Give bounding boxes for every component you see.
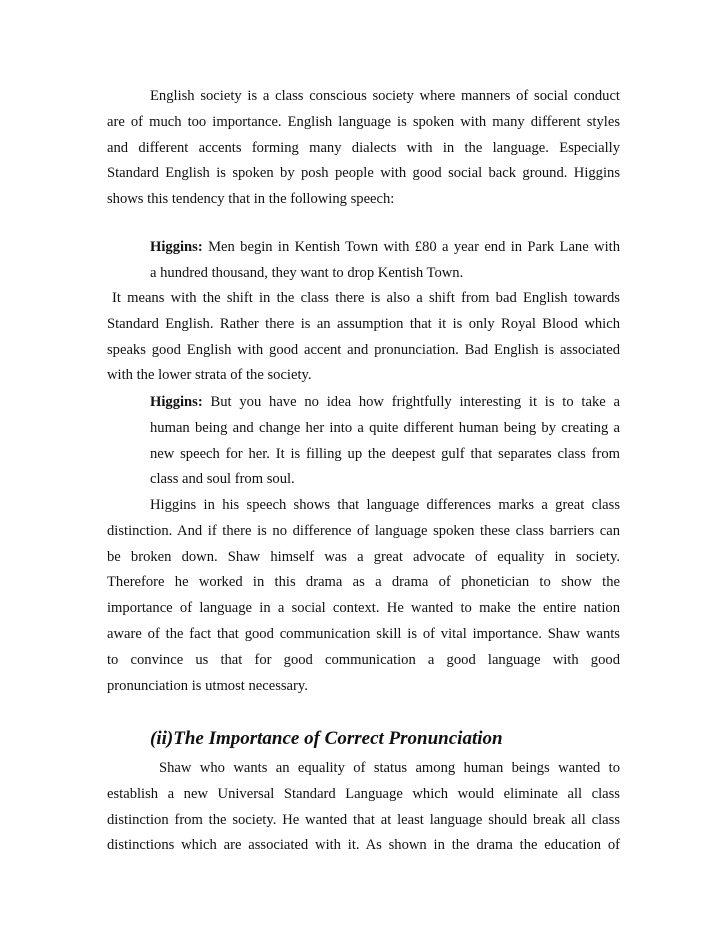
- quote-line: [150, 390, 620, 416]
- text-line: distinction. And if there is no difference of language spoken these class barriers can: [107, 522, 620, 539]
- speaker-name: Higgins:: [150, 239, 203, 255]
- text-line: and different accents forming many dialects with in the language. Especially: [107, 139, 620, 156]
- text-line: Higgins in his speech shows that language differences marks a great class: [150, 497, 620, 513]
- text-line: Standard English is spoken by posh people with good social back ground. Higgins: [107, 165, 620, 182]
- quote-line: class and soul from soul.: [150, 471, 295, 488]
- text-line: shows this tendency that in the following speech:: [107, 191, 395, 208]
- paragraph-3: [107, 493, 620, 699]
- text-line: Shaw who wants an equality of status among human beings wanted to: [159, 760, 620, 776]
- text-line: Therefore he worked in this drama as a drama of phonetician to show the: [107, 574, 620, 591]
- text-line: aware of the fact that good communication skill is of vital importance. Shaw wants: [107, 625, 620, 642]
- paragraph-4: [107, 756, 620, 859]
- quote-line: new speech for her. It is filling up the deepest gulf that separates class from: [150, 445, 620, 462]
- section-heading: (ii)The Importance of Correct Pronunciation: [150, 728, 503, 749]
- text-line: with the lower strata of the society.: [107, 367, 312, 384]
- quote-1: [150, 235, 620, 287]
- text-line: distinction from the society. He wanted that at least language should break all class: [107, 811, 620, 828]
- quote-2: [150, 390, 620, 493]
- text-line: be broken down. Shaw himself was a great advocate of equality in society.: [107, 548, 620, 565]
- quote-line: [150, 235, 620, 261]
- text-line: It means with the shift in the class there is also a shift from bad English towards: [112, 290, 620, 306]
- quote-line: human being and change her into a quite different human being by creating a: [150, 419, 620, 436]
- quote-line: a hundred thousand, they want to drop Kentish Town.: [150, 264, 464, 281]
- text-line: Standard English. Rather there is an assumption that it is only Royal Blood which: [107, 315, 620, 332]
- text-line: are of much too importance. English language is spoken with many different styles: [107, 113, 620, 130]
- quote-text: Men begin in Kentish Town with £80 a year end in Park Lane with: [202, 239, 620, 255]
- text-line: English society is a class conscious society where manners of social conduct: [150, 88, 620, 104]
- speaker-name: Higgins:: [150, 394, 203, 410]
- quote-text: But you have no idea how frightfully interesting it is to take a: [202, 394, 620, 410]
- paragraph-1: [107, 84, 620, 213]
- text-line: importance of language in a social context. He wanted to make the entire nation: [107, 600, 620, 617]
- text-line: to convince us that for good communication a good language with good: [107, 651, 620, 668]
- text-line: pronunciation is utmost necessary.: [107, 677, 308, 694]
- text-line: establish a new Universal Standard Language which would eliminate all class: [107, 785, 620, 802]
- text-line: distinctions which are associated with it. As shown in the drama the education of: [107, 837, 620, 854]
- paragraph-2: [107, 286, 620, 389]
- text-line: speaks good English with good accent and pronunciation. Bad English is associated: [107, 341, 620, 358]
